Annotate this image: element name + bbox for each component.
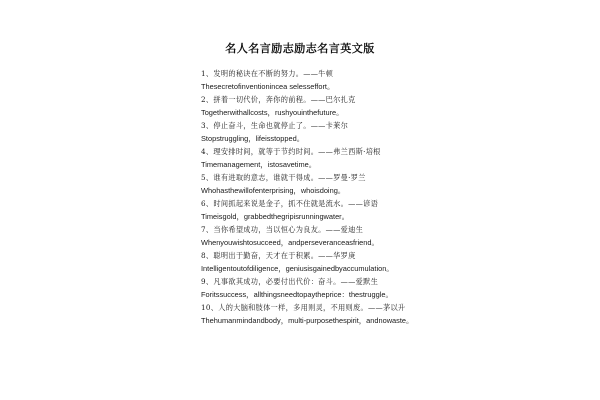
quote-chinese-text: 4、理安排时间，就等于节约时间。——弗兰西斯·培根 bbox=[201, 147, 381, 156]
quote-english-text: Thehumanmindandbody，multi-purposethespirit，andnowaste。 bbox=[201, 316, 414, 325]
quote-chinese-text: 9、凡事欲其成功，必要付出代价：奋斗。——爱默生 bbox=[201, 277, 379, 286]
quote-item-8 bbox=[201, 250, 531, 276]
page-title: 名人名言励志励志名言英文版 bbox=[225, 42, 375, 55]
quote-item-4 bbox=[201, 146, 531, 172]
quote-english-text: Foritssuccess，allthingsneedtopaytheprice：thestruggle。 bbox=[201, 290, 393, 299]
quote-item-9 bbox=[201, 276, 531, 302]
quote-english-text: Whenyouwishtosucceed，andperseveranceasfriend。 bbox=[201, 238, 379, 247]
quote-english-text: Whohasthewillofenterprising，whoisdoing。 bbox=[201, 186, 346, 195]
quote-english-text: Timeisgold，grabbedthegripisrunningwater。 bbox=[201, 212, 350, 221]
quote-english-text: Togetherwithallcosts，rushyouinthefuture。 bbox=[201, 108, 344, 117]
quote-item-3 bbox=[201, 120, 531, 146]
quote-item-10 bbox=[201, 302, 531, 328]
quote-english-text: Intelligentoutofdiligence，geniusisgainedbyaccumulation。 bbox=[201, 264, 394, 273]
quote-item-7 bbox=[201, 224, 531, 250]
quote-chinese-text: 3、停止奋斗，生命也就停止了。——卡莱尔 bbox=[201, 121, 349, 130]
quote-english-text: Stopstruggling，lifeisstopped。 bbox=[201, 134, 305, 143]
quote-english-text: Thesecretofinventionincea selesseffort。 bbox=[201, 82, 335, 91]
quote-chinese-text: 1、发明的秘诀在不断的努力。——牛顿 bbox=[201, 69, 334, 78]
quote-chinese-text: 6、时间抓起来说是金子，抓不住就是流水。——谚语 bbox=[201, 199, 379, 208]
quote-chinese-text: 2、拼着一切代价，奔你的前程。——巴尔扎克 bbox=[201, 95, 356, 104]
quote-list bbox=[201, 68, 531, 328]
quote-chinese-text: 7、当你希望成功，当以恒心为良友。——爱迪生 bbox=[201, 225, 364, 234]
quote-chinese-text: 5、谁有进取的意志，谁就干得成。——罗曼·罗兰 bbox=[201, 173, 366, 182]
quote-item-5 bbox=[201, 172, 531, 198]
quote-item-6 bbox=[201, 198, 531, 224]
quote-chinese-text: 8、聪明出于勤奋，天才在于积累。——华罗庚 bbox=[201, 251, 356, 260]
quote-item-2 bbox=[201, 94, 531, 120]
quote-chinese-text: 10、人的大脑和肢体一样，多用则灵，不用则废。——茅以升 bbox=[201, 303, 406, 312]
quote-item-1 bbox=[201, 68, 531, 94]
quote-english-text: Timemanagement，istosavetime。 bbox=[201, 160, 317, 169]
